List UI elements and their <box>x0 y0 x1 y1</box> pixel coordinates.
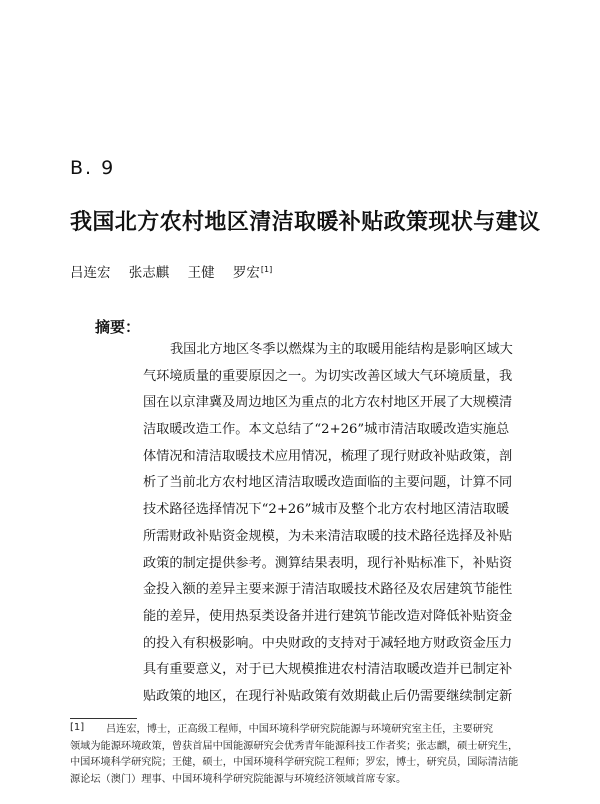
abstract-line: 我国北方地区冬季以燃煤为主的取暖用能结构是影响区域大 <box>170 342 513 357</box>
abstract-line: 具有重要意义，对于已大规模推进农村清洁取暖改造并已制定补 <box>143 662 513 678</box>
abstract-line: 政策的制定提供参考。测算结果表明，现行补贴标准下，补贴资 <box>143 555 513 571</box>
footnote <box>70 722 548 788</box>
abstract-line: 气环境质量的重要原因之一。为切实改善区域大气环境质量，我 <box>143 368 513 384</box>
abstract-line: 体情况和清洁取暖技术应用情况，梳理了现行财政补贴政策，剖 <box>143 448 513 464</box>
abstract-line: 技术路径选择情况下“2+26”城市及整个北方农村地区清洁取暖 <box>143 502 510 518</box>
abstract-line: 能的差异，使用热泵类设备并进行建筑节能改造对降低补贴资金 <box>143 608 513 624</box>
footnote-mark: [1] <box>70 722 85 733</box>
author-name: 罗宏[1] <box>232 264 273 281</box>
footnote-line: 源论坛（澳门）理事、中国环境科学研究院能源与环境经济领域首席专家。 <box>70 773 407 785</box>
abstract-line: 贴政策的地区，在现行补贴政策有效期截止后仍需要继续制定新 <box>143 688 513 704</box>
abstract-line: 金投入额的差异主要来源于清洁取暖技术路径及农居建筑节能性 <box>143 582 513 598</box>
author-list <box>70 261 286 281</box>
abstract-label: 摘要： <box>95 318 141 336</box>
footnote-line: 领域为能源环境政策，曾获首届中国能源研究会优秀青年能源科技工作者奖；张志麒，硕士研究生， <box>70 740 519 752</box>
author-name: 吕连宏 <box>70 265 111 281</box>
author-footnote-mark[interactable]: [1] <box>260 264 273 274</box>
abstract-line: 洁取暖改造工作。本文总结了“2+26”城市清洁取暖改造实施总 <box>143 422 510 438</box>
abstract-body <box>143 337 545 711</box>
article-title: 我国北方农村地区清洁取暖补贴政策现状与建议 <box>70 210 541 235</box>
report-number: B. 9 <box>70 157 116 179</box>
abstract-line: 的投入有积极影响。中央财政的支持对于减轻地方财政资金压力 <box>143 635 513 651</box>
footnote-line: 吕连宏，博士，正高级工程师，中国环境科学研究院能源与环境研究室主任，主要研究 <box>106 724 494 735</box>
footnote-line: 中国环境科学研究院；王健，硕士，中国环境科学研究院工程师；罗宏，博士，研究员，国际清洁能 <box>70 757 519 768</box>
footnote-divider <box>70 718 137 719</box>
abstract-line: 国在以京津冀及周边地区为重点的北方农村地区开展了大规模清 <box>143 395 513 411</box>
author-name: 王健 <box>187 265 215 281</box>
abstract-line: 所需财政补贴资金规模，为未来清洁取暖的技术路径选择及补贴 <box>143 528 513 544</box>
author-name: 张志麒 <box>128 265 170 281</box>
abstract-line: 析了当前北方农村地区清洁取暖改造面临的主要问题，计算不同 <box>143 475 513 491</box>
